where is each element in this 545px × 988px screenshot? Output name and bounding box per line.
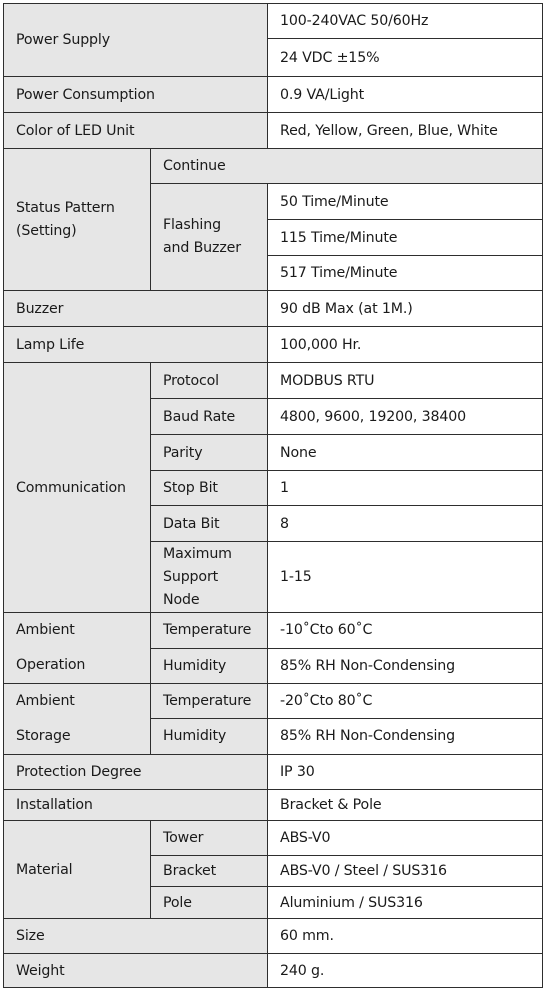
spec-value-data-bit: 8 bbox=[268, 506, 543, 542]
spec-value-led-color: Red, Yellow, Green, Blue, White bbox=[268, 113, 543, 149]
spec-value-material-bracket: ABS-V0 / Steel / SUS316 bbox=[268, 856, 543, 887]
spec-label-lamp-life: Lamp Life bbox=[4, 327, 268, 363]
spec-label-led-color: Color of LED Unit bbox=[4, 113, 268, 149]
spec-label-communication: Communication bbox=[4, 363, 151, 613]
spec-row-led-color bbox=[4, 113, 543, 149]
spec-row-storage-temperature bbox=[4, 684, 543, 719]
spec-label-protection-degree: Protection Degree bbox=[4, 755, 268, 790]
spec-value-parity: None bbox=[268, 435, 543, 471]
spec-value-buzzer: 90 dB Max (at 1M.) bbox=[268, 291, 543, 327]
status-pattern-line2: (Setting) bbox=[16, 222, 77, 239]
spec-label-op-humidity: Humidity bbox=[151, 648, 268, 684]
spec-value-power-supply-ac: 100-240VAC 50/60Hz bbox=[268, 4, 543, 39]
spec-value-storage-temperature: -20˚Cto 80˚C bbox=[268, 684, 543, 719]
spec-value-material-pole: Aluminium / SUS316 bbox=[268, 887, 543, 919]
spec-label-power-supply: Power Supply bbox=[4, 4, 268, 77]
spec-value-storage-humidity: 85% RH Non-Condensing bbox=[268, 718, 543, 754]
spec-label-baud-rate: Baud Rate bbox=[151, 399, 268, 435]
ambient-storage-line1: Ambient bbox=[16, 693, 75, 709]
max-node-line2: Support bbox=[163, 568, 219, 585]
spec-value-size: 60 mm. bbox=[268, 919, 543, 954]
spec-value-protocol: MODBUS RTU bbox=[268, 363, 543, 399]
spec-row-status-continue bbox=[4, 149, 543, 184]
spec-row-size bbox=[4, 919, 543, 954]
spec-row-installation bbox=[4, 790, 543, 821]
spec-value-protection-degree: IP 30 bbox=[268, 755, 543, 790]
status-pattern-line1: Status Pattern bbox=[16, 199, 115, 216]
spec-value-op-temperature: -10˚Cto 60˚C bbox=[268, 613, 543, 649]
spec-value-baud-rate: 4800, 9600, 19200, 38400 bbox=[268, 399, 543, 435]
spec-label-buzzer: Buzzer bbox=[4, 291, 268, 327]
spec-label-protocol: Protocol bbox=[151, 363, 268, 399]
spec-value-op-humidity: 85% RH Non-Condensing bbox=[268, 648, 543, 684]
spec-row-lamp-life bbox=[4, 327, 543, 363]
ambient-storage-line2: Storage bbox=[16, 728, 71, 744]
spec-value-material-tower: ABS-V0 bbox=[268, 821, 543, 856]
spec-value-flash-115: 115 Time/Minute bbox=[268, 220, 543, 256]
spec-label-parity: Parity bbox=[151, 435, 268, 471]
max-node-line3: Node bbox=[163, 591, 200, 608]
spec-row-comm-protocol bbox=[4, 363, 543, 399]
spec-value-max-support-node: 1-15 bbox=[268, 542, 543, 613]
spec-label-flashing-buzzer bbox=[151, 184, 268, 291]
spec-row-weight bbox=[4, 954, 543, 988]
spec-row-op-temperature bbox=[4, 613, 543, 649]
spec-row-material-tower bbox=[4, 821, 543, 856]
spec-label-stop-bit: Stop Bit bbox=[151, 471, 268, 506]
spec-label-material-pole: Pole bbox=[151, 887, 268, 919]
ambient-operation-line1: Ambient bbox=[16, 622, 75, 638]
spec-row-power-consumption bbox=[4, 77, 543, 113]
spec-label-storage-temperature: Temperature bbox=[151, 684, 268, 719]
ambient-operation-line2: Operation bbox=[16, 657, 86, 673]
spec-label-op-temperature: Temperature bbox=[151, 613, 268, 649]
spec-label-storage-humidity: Humidity bbox=[151, 718, 268, 754]
specification-table bbox=[3, 3, 543, 988]
spec-value-lamp-life: 100,000 Hr. bbox=[268, 327, 543, 363]
spec-value-flash-50: 50 Time/Minute bbox=[268, 184, 543, 220]
spec-label-data-bit: Data Bit bbox=[151, 506, 268, 542]
spec-value-stop-bit: 1 bbox=[268, 471, 543, 506]
flashing-line2: and Buzzer bbox=[163, 240, 241, 256]
spec-row-power-supply bbox=[4, 4, 543, 39]
spec-label-max-support-node bbox=[151, 542, 268, 613]
spec-value-power-supply-dc: 24 VDC ±15% bbox=[268, 39, 543, 77]
spec-label-weight: Weight bbox=[4, 954, 268, 988]
spec-label-power-consumption: Power Consumption bbox=[4, 77, 268, 113]
max-node-line1: Maximum bbox=[163, 545, 232, 562]
spec-value-weight: 240 g. bbox=[268, 954, 543, 988]
spec-label-material-tower: Tower bbox=[151, 821, 268, 856]
flashing-line1: Flashing bbox=[163, 217, 221, 233]
spec-label-installation: Installation bbox=[4, 790, 268, 821]
spec-label-material-bracket: Bracket bbox=[151, 856, 268, 887]
spec-label-status-pattern bbox=[4, 149, 151, 291]
spec-label-size: Size bbox=[4, 919, 268, 954]
spec-value-flash-517: 517 Time/Minute bbox=[268, 256, 543, 291]
spec-label-material: Material bbox=[4, 821, 151, 919]
spec-label-ambient-storage bbox=[4, 684, 151, 755]
spec-row-buzzer bbox=[4, 291, 543, 327]
spec-row-protection-degree bbox=[4, 755, 543, 790]
spec-value-power-consumption: 0.9 VA/Light bbox=[268, 77, 543, 113]
spec-label-ambient-operation bbox=[4, 613, 151, 684]
spec-label-status-continue: Continue bbox=[151, 149, 543, 184]
spec-value-installation: Bracket & Pole bbox=[268, 790, 543, 821]
